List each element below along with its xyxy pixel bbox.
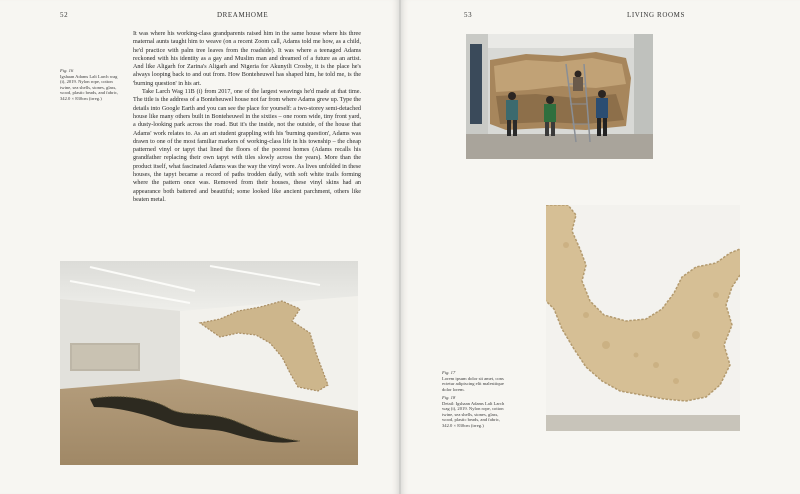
page-number-right: 53 (464, 11, 473, 19)
caption-fig-18 (442, 395, 506, 429)
running-head-left: DREAMHOME (217, 11, 269, 19)
caption-fig-17 (442, 370, 506, 392)
running-head-right: LIVING ROOMS (627, 11, 685, 19)
weaving-detail-photo (546, 205, 740, 431)
caption-fig-16 (60, 68, 122, 102)
paragraph-1: It was where his working-class grandparents raised him in the same house where his three maternal aunts taught him to weave (on a recent Zoom call, Adams told me how, as a child, he'd practice with palm tree leaves from the roadside). It was where a teenaged Adams reckoned with his identity as a gay and Muslim man and dreamed of a future as an artist. And like Aligarh for Zarina's Aligarh and Nigeria for Akunyili Crosby, it is the place he's always looping back to and out from. How Bonteheuwel has shaped him, he told me, is the 'burning question' in his art. (133, 31, 361, 87)
paragraph-2: Take Larch Wag 11B (i) from 2017, one of the largest weavings he'd made at that time. The title is the address of a Bonteheuwel house not far from where Adams grew up. Type the details into Google Earth and you can see the place for yourself: a two-storey semi-detached house like many others built in Bonteheuwel in the sixties – one room wide, tiny front yard, a dusty-looking park across the road. But it's the inside, not the outside, of the house that Adams' work relates to. As an art student grappling with his 'burning question', Adams was drawn to one of the most familiar markers of working-class life in his township – the cheap patterned vinyl or tapyt that lined the floors of the poorest homes (Adams recalls his grandfather replacing their own tapyt with tiles slowly across the years). More than the product itself, what fascinated Adams was the way the vinyl wore. As lives unfolded in these houses, the tapyt became a record of paths trodden daily, with soft white trails forming where the pattern once was. Removed from their houses, these vinyl skins had an appearance both battered and beautiful; some looked like ancient parchment, others like beaten metal. (133, 89, 362, 203)
studio-photo (466, 34, 653, 159)
page-number-left: 52 (60, 11, 69, 19)
caption-figure-number: Fig. 16 (60, 68, 74, 73)
caption-text: Detail: Igshaan Adams Lalt Larch wag (i), 2019. Nylon rope, cotton twine, sea shells, stones, glass, wood, plastic beads, and fabric, 342.0 × 830cm (irreg.) (442, 400, 505, 428)
caption-figure-number: Fig. 17 (442, 370, 456, 375)
body-text (133, 30, 361, 204)
left-page (0, 0, 399, 494)
caption-text: Igshaan Adams Lalt Larch wag (i), 2019. Nylon rope, cotton twine, sea shells, stones, glass, wood, plastic beads, and fabric, 342.0 × 830cm (irreg.) (60, 73, 119, 101)
caption-figure-number: Fig. 18 (442, 395, 456, 400)
right-page (401, 0, 800, 494)
caption-text: Lorem ipsum dolor sit amet, cons ectetur adipiscing elit malesttique dolor lorem. (442, 375, 504, 392)
gallery-installation-photo (60, 261, 358, 465)
